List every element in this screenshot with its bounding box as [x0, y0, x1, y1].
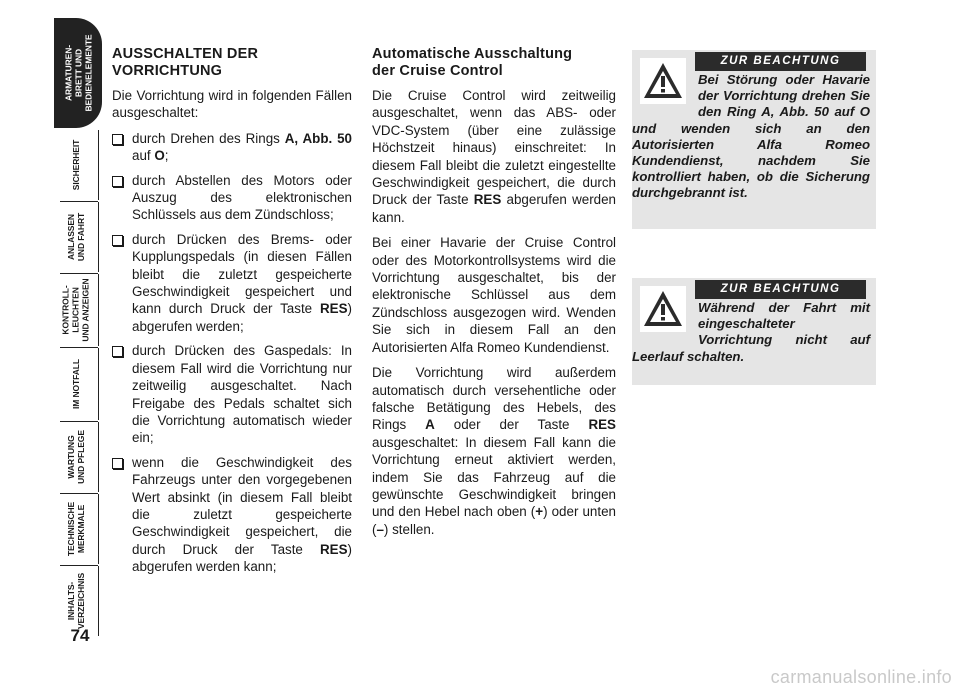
- tab-sicherheit[interactable]: SICHERHEIT: [54, 130, 99, 200]
- tab-wartung[interactable]: WARTUNG UND PFLEGE: [54, 422, 99, 492]
- watermark: carmanualsonline.info: [770, 667, 952, 687]
- tab-armaturenbrett[interactable]: ARMATUREN- BRETT UND BEDIENELEMENTE: [54, 18, 102, 128]
- tab-inhaltsverzeichnis[interactable]: INHALTS- VERZEICHNIS: [54, 566, 99, 636]
- condition-list: [112, 130, 352, 576]
- warning-header: ZUR BEACHTUNG: [695, 280, 866, 299]
- tab-kontrollleuchten[interactable]: KONTROLL- LEUCHTEN UND ANZEIGEN: [54, 274, 99, 346]
- checkbox-bullet-icon: [112, 458, 123, 469]
- checkbox-bullet-icon: [112, 235, 123, 246]
- tab-im-notfall[interactable]: IM NOTFALL: [54, 348, 99, 420]
- list-item: durch Drehen des Rings A, Abb. 50 auf O;: [112, 130, 352, 165]
- column-automatische-ausschaltung: [372, 46, 616, 546]
- page-number: 74: [70, 626, 90, 645]
- checkbox-bullet-icon: [112, 176, 123, 187]
- tab-technische-merkmale[interactable]: TECHNISCHE MERKMALE: [54, 494, 99, 564]
- paragraph: Die Vorrichtung wird außerdem automatisch durch versehentliche oder falsche Betätigung des Hebels, des Rings A oder der Taste RES ausgeschaltet: In diesem Fall kann die Vorrichtung erneut aktiviert werden, indem Sie das Fahrzeug auf die gewünschte Geschwindigkeit bringen und den Hebel nach oben (+) oder unten (–) stellen.: [372, 365, 616, 537]
- column-ausschalten: [112, 46, 352, 583]
- warning-text: Während der Fahrt mit eingeschalteter Vorrichtung nicht auf Leerlauf schalten.: [632, 300, 870, 364]
- section-heading: AUSSCHALTEN DER VORRICHTUNG: [112, 46, 259, 79]
- paragraph: Bei einer Havarie der Cruise Control oder des Motorkontrollsystems wird die Vorrichtung ausgeschaltet, bis der elektronische Schlüssel aus dem Zündschloss ausgezogen wird. Wenden Sie sich in diesem Fall an den Autorisierten Alfa Romeo Kundendienst.: [372, 235, 616, 355]
- checkbox-bullet-icon: [112, 346, 123, 357]
- warning-box-leerlauf: [632, 278, 876, 385]
- section-heading: Automatische Ausschaltung der Cruise Control: [372, 46, 573, 79]
- paragraph: Die Cruise Control wird zeitweilig ausgeschaltet, wenn das ABS- oder VDC-System (über eine zulässige Höchstzeit hinaus) einschreitet: In diesem Fall bleibt die zuletzt eingestellte Geschwindigkeit gespeichert, die durch Druck der Taste RES abgerufen werden kann.: [372, 88, 616, 225]
- list-item: durch Drücken des Brems- oder Kupplungspedals (in diesen Fällen bleibt die zuletzt gespeicherte Geschwindigkeit gespeichert und kann durch Druck der Taste RES) abgerufen werden;: [112, 231, 352, 335]
- intro-paragraph: Die Vorrichtung wird in folgenden Fällen ausgeschaltet:: [112, 88, 352, 121]
- section-tab-strip: [54, 18, 104, 638]
- warning-text: Bei Störung oder Havarie der Vorrichtung drehen Sie den Ring A, Abb. 50 auf O und wenden sich an den Autorisierten Alfa Romeo Kundendienst, nachdem Sie kontrolliert haben, ob die Sicherung durchgebrannt ist.: [632, 72, 870, 201]
- list-item: wenn die Geschwindigkeit des Fahrzeugs unter den vorgegebenen Wert absinkt (in diesem Fall bleibt die zuletzt gespeicherte Geschwindigkeit gespeichert, die durch Druck der Taste RES) abgerufen werden kann;: [112, 454, 352, 576]
- warning-box-stoerung: [632, 50, 876, 229]
- tab-anlassen[interactable]: ANLASSEN UND FAHRT: [54, 202, 99, 272]
- list-item: durch Drücken des Gaspedals: In diesem Fall wird die Vorrichtung nur zeitweilig ausgeschaltet. Nach Freigabe des Pedals schaltet sich die Vorrichtung automatisch wieder ein;: [112, 342, 352, 446]
- list-item: durch Abstellen des Motors oder Auszug des elektronischen Schlüssels aus dem Zündschloss;: [112, 172, 352, 224]
- checkbox-bullet-icon: [112, 134, 123, 145]
- warning-header: ZUR BEACHTUNG: [695, 52, 866, 71]
